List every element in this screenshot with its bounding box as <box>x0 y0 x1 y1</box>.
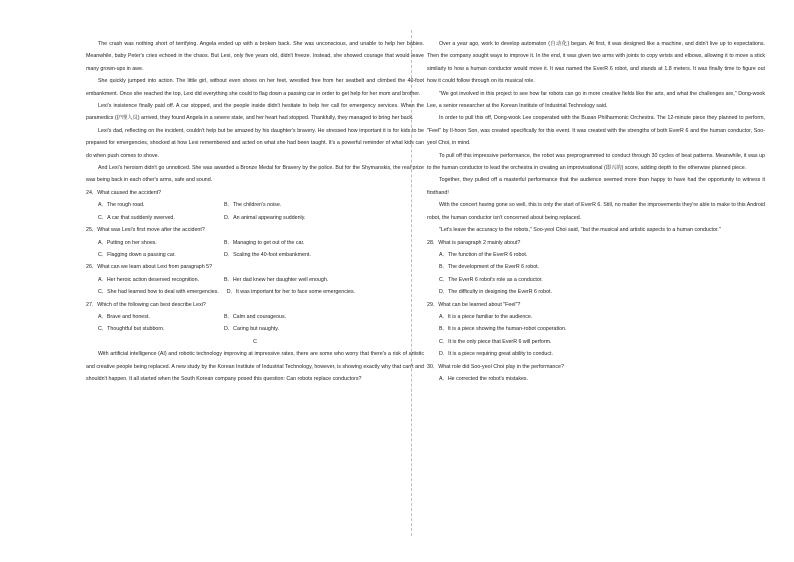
option-c: C．The EverR 6 robot's role as a conductor. <box>439 276 543 283</box>
option-b: B．The children's noise. <box>224 202 282 209</box>
option-a: A．Putting on her shoes. <box>98 239 157 246</box>
passage-paragraph: "Let's leave the accuracy to the robots," Soo-yeol Choi said, "but the musical and artistic aspects to a human conductor." <box>439 227 721 234</box>
passage-paragraph: Together, they pulled off a masterful performance that the audience seemed more than happy to have had the opportunity to witness it firsthand! <box>427 177 765 196</box>
passage-paragraph: And Lexi's heroism didn't go unnoticed. She was awarded a Bronze Medal for Bravery by the police. But for the Shymanskis, the real prize was being back in each other's arms, safe and sound. <box>86 165 424 184</box>
option-c: C．A car that suddenly swerved. <box>98 214 175 221</box>
option-c: C．Thoughtful but stubborn. <box>98 326 165 333</box>
question-28 <box>427 237 765 299</box>
question-24 <box>86 187 424 224</box>
option-c: C．It is the only piece that EverR 6 will perform. <box>439 338 552 345</box>
right-column <box>427 38 765 385</box>
option-a: A．The function of the EverR 6 robot. <box>439 251 528 258</box>
question-stem: 30．What role did Soo-yeol Choi play in the performance? <box>427 363 564 370</box>
option-d: D．It was important for her to face some emergencies. <box>226 289 356 296</box>
option-a: A．It is a piece familiar to the audience. <box>439 313 533 320</box>
question-25 <box>86 224 424 261</box>
option-d: D．An animal appearing suddenly. <box>224 214 306 221</box>
option-a: A．The rough road. <box>98 202 145 209</box>
question-29 <box>427 299 765 361</box>
option-b: B．It is a piece showing the human-robot cooperation. <box>439 326 567 333</box>
passage-paragraph: Over a year ago, work to develop automaton (自动化) began. At first, it was designed like a machine, and didn't live up to expectations. Then the company sought ways to improve it. In the end, it was given two arms with joints to copy wrists and elbows, allowing it to move a stick similarly to how a human conductor would move it. It was named the EverR 6 robot, and stands at 1.8 meters. It was finally time to figure out how it could follow through on its musical role. <box>427 41 765 85</box>
option-c: C．She had learned how to deal with emergencies. <box>98 289 219 296</box>
option-a: A．He corrected the robot's mistakes. <box>439 375 529 382</box>
passage-paragraph: To pull off this impressive performance, the robot was preprogrammed to conduct through 30 cycles of beat patterns. Meanwhile, it was up to the human conductor to lead the orchestra in creating an improvisational (即兴的) score, adding depth to the otherwise planned piece. <box>427 152 765 172</box>
section-heading: C <box>253 338 257 345</box>
question-stem: 25．What was Lexi's first move after the accident? <box>86 227 205 234</box>
question-27 <box>86 299 424 336</box>
passage-paragraph: Lexi's insistence finally paid off. A car stopped, and the people inside didn't hesitate to help her call for emergency services. When the paramedics (护理人员) arrived, they found Angela in a severe state, and her heart had stopped. Thankfully, they managed to bring her back. <box>86 103 424 122</box>
passage-paragraph: In order to pull this off, Dong-wook Lee cooperated with the Busan Philharmonic Orchestra. The 12-minute piece they planned to perform, "Feel" by Il-hoon Son, was created specifically for this event. It was created with the strengths of both EverR 6 and the human conductor, Soo-yeol Choi, in mind. <box>427 115 765 147</box>
question-stem: 29．What can be learned about "Feel"? <box>427 301 521 308</box>
left-column <box>86 38 424 385</box>
question-stem: 28．What is paragraph 2 mainly about? <box>427 239 521 246</box>
passage-paragraph: She quickly jumped into action. The little girl, without even shoes on her feet, wrestled free from her seatbelt and climbed the 40-foot embankment. Once she reached the top, Lexi did everything she could to flag down a passing car in order to get help for her mom and brother. <box>86 78 424 97</box>
question-stem: 26．What can we learn about Lexi from paragraph 5? <box>86 264 213 271</box>
question-stem: 24．What caused the accident? <box>86 189 162 196</box>
option-c: C．Flagging down a passing car. <box>98 251 176 258</box>
option-b: B．The development of the EverR 6 robot. <box>439 264 540 271</box>
option-d: D．It is a piece requiring great ability to conduct. <box>439 351 553 358</box>
question-stem: 27．Which of the following can best describe Lexi? <box>86 301 206 308</box>
passage-paragraph: With artificial intelligence (AI) and robotic technology improving at impressive rates, there are some who worry that there's a risk of artistic and creative people being replaced. A new study by the Korean Institute of Industrial Technology, however, is showing exactly why that can't and shouldn't happen. It all started when the South Korean company posed this question: Can robots replace conductors? <box>86 351 424 382</box>
option-d: D．Caring but naughty. <box>224 326 279 333</box>
option-a: A．Brave and honest. <box>98 313 150 320</box>
option-d: D．Scaling the 40-foot embankment. <box>224 251 311 258</box>
passage-paragraph: Lexi's dad, reflecting on the incident, couldn't help but be amazed by his daughter's bravery. He stressed how important it is for kids to be prepared for emergencies, shocked at how Lexi remembered and acted on what she had been taught. It's a powerful reminder of what kids can do when push comes to shove. <box>86 127 424 159</box>
option-b: B．Calm and courageous. <box>224 313 287 320</box>
option-b: B．Managing to get out of the car. <box>224 239 305 246</box>
question-26 <box>86 261 424 298</box>
option-d: D．The difficulty in designing the EverR 6 robot. <box>439 289 552 296</box>
passage-paragraph: The crash was nothing short of terrifying. Angela ended up with a broken back. She was unconscious, and unable to help her babies. Meanwhile, baby Peter's cries echoed in the chaos. But Lexi, only five years old, didn't freeze. Instead, she showed courage that would leave many grown-ups in awe. <box>86 41 424 72</box>
passage-paragraph: "We got involved in this project to see how far robots can go in more creative fields like the arts, and what the challenges are," Dong-wook Lee, a senior researcher at the Korean Institute of Industrial Technology said. <box>427 90 765 110</box>
option-a: A．Her heroic action deserved recognition. <box>98 276 199 283</box>
passage-paragraph: With the concert having gone so well, this is only the start of EverR 6. Still, no matter the improvements they're able to make to this Android robot, the human conductor isn't concerned about being replaced. <box>427 202 765 221</box>
option-b: B．Her dad knew her daughter well enough. <box>224 276 329 283</box>
question-30 <box>427 361 765 386</box>
